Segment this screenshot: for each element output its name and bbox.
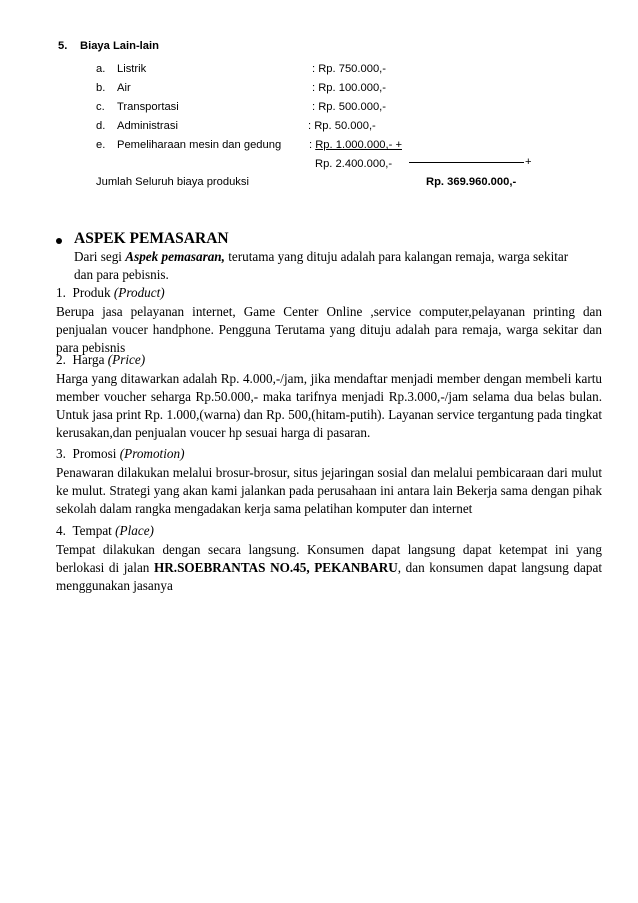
subheading-number: 1. (56, 285, 66, 300)
subheading-name-en: (Price) (107, 352, 146, 367)
item-letter: d. (96, 120, 106, 132)
item-letter: e. (96, 139, 106, 151)
heading-biaya: Biaya Lain-lain (80, 40, 159, 52)
subheading-name-en: (Promotion) (119, 446, 185, 461)
item-value: : Rp. 750.000,- (312, 63, 387, 75)
subheading-name: Harga (72, 352, 108, 367)
item-value-prefix: : (309, 139, 316, 151)
heading-number: 5. (58, 40, 68, 52)
bullet-icon (56, 238, 62, 244)
address-text: HR.SOEBRANTAS NO.45, PEKANBARU (154, 560, 398, 575)
intro-emphasis: Aspek pemasaran, (125, 249, 225, 264)
subheading-tempat (56, 523, 154, 539)
subtotal-plus: + (525, 156, 532, 168)
sum-line (409, 162, 524, 163)
item-letter: a. (96, 63, 106, 75)
intro-line-2: dan para pebisnis. (74, 267, 169, 282)
subtotal-value: Rp. 2.400.000,- (315, 158, 393, 170)
item-label: Listrik (117, 63, 147, 75)
subheading-produk (56, 285, 165, 301)
item-label: Transportasi (117, 101, 179, 113)
paragraph-harga: Harga yang ditawarkan adalah Rp. 4.000,-/jam, jika mendaftar menjadi member dengan membeli kartu member voucher seharga Rp.50.000,- maka tarifnya menjadi Rp.3.000,-/jam selama dua belas bulan. Untuk jasa print Rp. 1.000,(warna) dan Rp. 500,(hitam-putih). Layanan service tergantung pada tingkat kerusakan,dan penjualan voucer hp sesuai harga di pasaran. (56, 371, 602, 440)
paragraph-tempat (56, 541, 602, 595)
paragraph-text: , dan konsumen dapat langsung dapat menggunakan jasanya (56, 560, 603, 593)
subheading-name: Produk (72, 285, 114, 300)
item-label: Air (117, 82, 131, 94)
paragraph-text: Tempat dilakukan dengan secara langsung. Konsumen dapat langsung dapat ketempat ini yang berlokasi di jalan (56, 542, 602, 575)
subheading-number: 4. (56, 523, 66, 538)
paragraph-promosi: Penawaran dilakukan melalui brosur-brosur, situs jejaringan sosial dan melalui pembicaraan dari mulut ke mulut. Strategi yang akan kami jalankan pada perusahaan ini antara lain Bekerja sama dengan pihak sekolah dalam rangka mengadakan kerja sama pelatihan komputer dan internet (56, 465, 602, 516)
item-value: : Rp. 100.000,- (312, 82, 387, 94)
section-title: ASPEK PEMASARAN (74, 230, 229, 247)
item-value-underlined: Rp. 1.000.000,- + (315, 139, 402, 151)
total-label: Jumlah Seluruh biaya produksi (96, 176, 249, 188)
subheading-name: Promosi (72, 446, 120, 461)
item-label: Pemeliharaan mesin dan gedung (117, 139, 282, 151)
subheading-number: 3. (56, 446, 66, 461)
subheading-number: 2. (56, 352, 66, 367)
subheading-name-en: (Product) (113, 285, 165, 300)
item-label: Administrasi (117, 120, 178, 132)
item-letter: c. (96, 101, 105, 113)
total-value: Rp. 369.960.000,- (426, 176, 517, 188)
item-value: : Rp. 500.000,- (312, 101, 387, 113)
item-value: : Rp. 50.000,- (308, 120, 376, 132)
subheading-harga (56, 352, 145, 368)
subheading-promosi (56, 446, 184, 462)
intro-line-1 (74, 249, 568, 265)
item-letter: b. (96, 82, 106, 94)
intro-text: terutama yang dituju adalah para kalangan remaja, warga sekitar (224, 249, 569, 264)
subheading-name-en: (Place) (115, 523, 154, 538)
paragraph-produk: Berupa jasa pelayanan internet, Game Center Online ,service computer,pelayanan printing dan penjualan voucer handphone. Pengguna Terutama yang dituju adalah para remaja, warga sekitar dan para pebisnis (56, 304, 602, 355)
item-value (309, 139, 402, 151)
subheading-name: Tempat (72, 523, 116, 538)
intro-text: Dari segi (74, 249, 126, 264)
